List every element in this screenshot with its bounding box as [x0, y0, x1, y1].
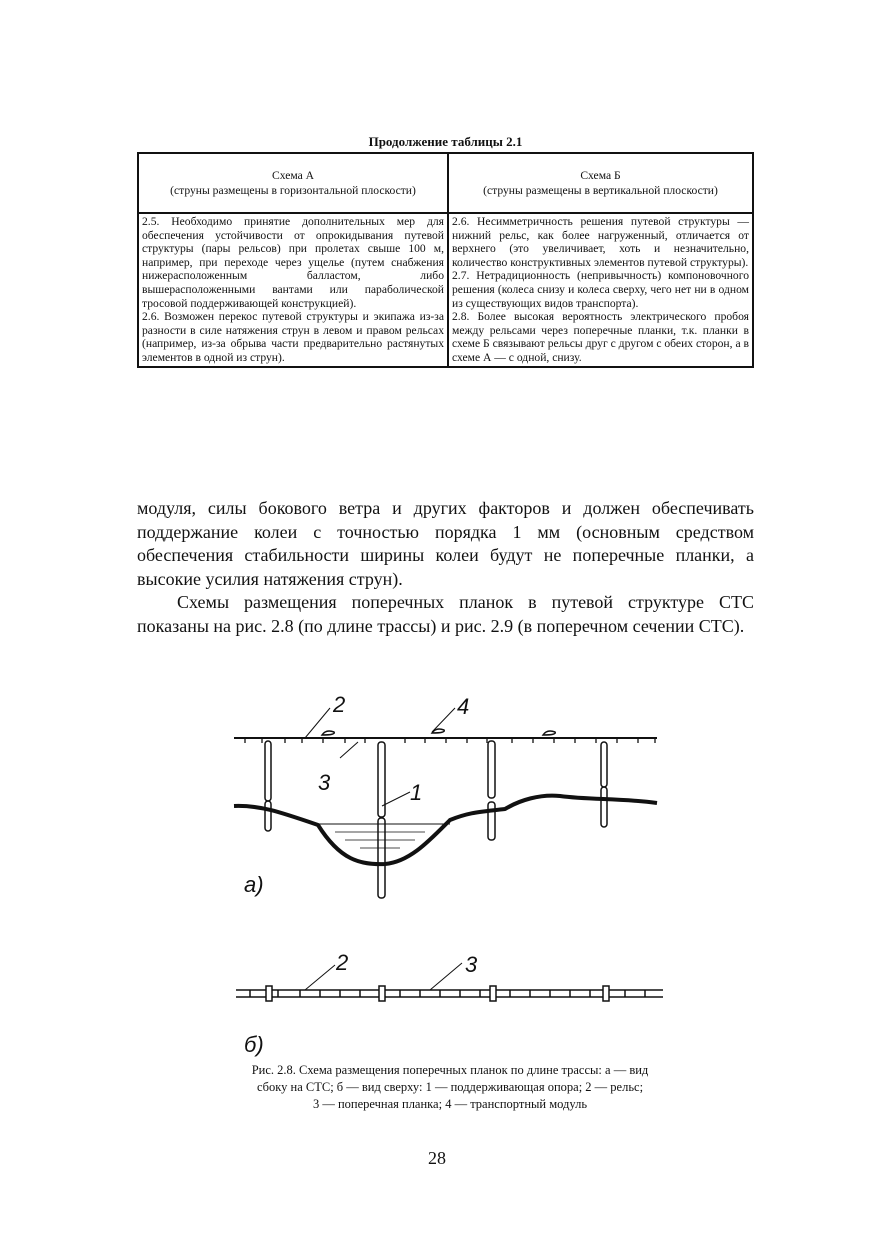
top-view [236, 950, 663, 1057]
label-support: 1 [410, 780, 423, 805]
label-rail: 2 [333, 692, 346, 717]
body-text [137, 497, 754, 638]
cell-scheme-a [138, 213, 448, 367]
item-2-8: 2.8. Более высокая вероятность электрического пробоя между рельсами через поперечные планки, т.к. планки в схеме Б связывают рельсы друг с другом с обеих сторон, а в схеме А — с одной, снизу. [452, 310, 749, 364]
label-plank-b: 3 [465, 952, 478, 977]
item-2-6b: 2.6. Несимметричность решения путевой структуры — нижний рельс, как более нагруженный, отличается от верхнего (это увеличивает, хоть и незначительно, количество конструктивных элементов путевой структуры). [452, 215, 749, 269]
caption-line: 3 — поперечная планка; 4 — транспортный модуль [312, 1097, 588, 1111]
item-2-6a: 2.6. Возможен перекос путевой структуры и экипажа из-за разности в силе натяжения струн в левом и правом рельсах (например, из-за обрыва части предварительно растянутых элементов в одной из струн). [142, 310, 444, 364]
side-view [234, 692, 657, 898]
cell-scheme-b [448, 213, 753, 367]
header-subtitle: (струны размещены в горизонтальной плоскости) [170, 184, 416, 197]
paragraph: Схемы размещения поперечных планок в путевой структуре СТС показаны на рис. 2.8 (по длине трассы) и рис. 2.9 (в поперечном сечении СТС). [137, 592, 754, 636]
item-2-7: 2.7. Нетрадиционность (непривычность) компоновочного решения (колеса снизу и колеса сверху, чего нет ни в одном из существующих видов транспорта). [452, 269, 749, 310]
paragraph: модуля, силы бокового ветра и других факторов и должен обеспечивать поддержание колеи с точностью порядка 1 мм (основным средством обеспечения стабильности ширины колеи будут не поперечные планки, а высокие усилия натяжения струн). [137, 498, 754, 589]
item-2-5: 2.5. Необходимо принятие дополнительных мер для обеспечения устойчивости от опрокидывания путевой структуры (пары рельсов) при пролетах свыше 100 м, например, при переходе через ущелье (путем снабжения нижерасположенным балластом, либо вышерасположенными вантами или параболической тросовой поддерживающей конструкцией). [142, 215, 444, 310]
label-module: 4 [457, 694, 470, 719]
label-rail-b: 2 [336, 950, 349, 975]
header-subtitle: (струны размещены в вертикальной плоскости) [483, 184, 718, 197]
header-scheme-a [138, 153, 448, 213]
label-plank: 3 [318, 770, 331, 795]
caption-line: сбоку на СТС; б — вид сверху: 1 — поддерживающая опора; 2 — рельс; [256, 1080, 644, 1094]
header-title: Схема Б [580, 169, 621, 182]
panel-b-label: б) [244, 1032, 264, 1057]
header-title: Схема А [271, 169, 315, 182]
comparison-table [137, 152, 754, 368]
panel-a-label: а) [244, 872, 264, 897]
header-scheme-b [448, 153, 753, 213]
figure-caption [170, 1062, 730, 1113]
page-number: 28 [428, 1148, 446, 1168]
figure-2-8 [0, 680, 874, 1060]
caption-line: Рис. 2.8. Схема размещения поперечных планок по длине трассы: а — вид [251, 1063, 649, 1077]
table-caption: Продолжение таблицы 2.1 [368, 134, 523, 149]
